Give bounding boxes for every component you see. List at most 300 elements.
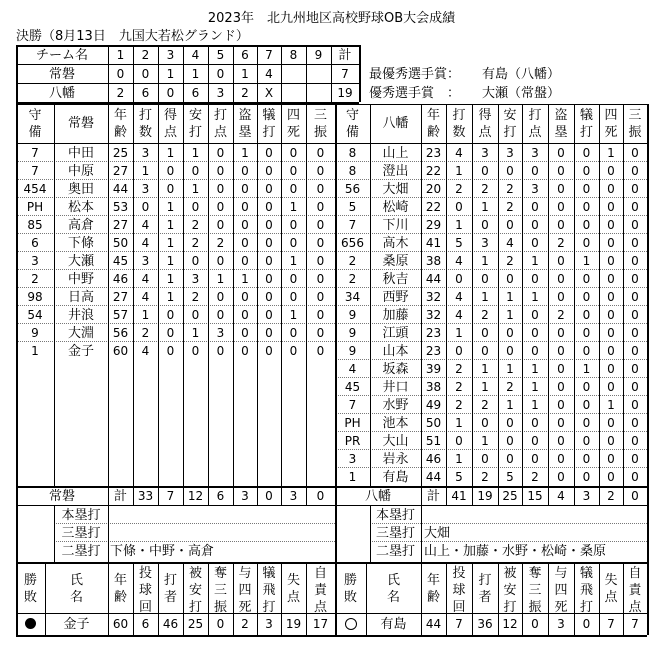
player-stat: 0: [316, 326, 325, 340]
row-rule: [16, 215, 335, 216]
player-name: 山上: [382, 146, 409, 161]
player-stat: 0: [241, 200, 249, 214]
inning-number: 9: [314, 48, 323, 62]
player-stat: 0: [166, 308, 175, 322]
pitcher-stat: 7: [607, 617, 615, 631]
player-stat: 4: [455, 290, 463, 304]
player-stat: 0: [506, 434, 514, 448]
player-stat: 0: [531, 272, 539, 286]
player-pos: 54: [27, 308, 43, 322]
linescore-row-rule: [16, 83, 359, 84]
player-stat: 0: [582, 308, 591, 322]
row-rule: [16, 323, 335, 324]
player-stat: 1: [241, 272, 249, 286]
pitcher-age: 44: [425, 617, 442, 631]
player-stat: 0: [582, 290, 591, 304]
header-stat: 犠 飛 打: [262, 566, 276, 615]
player-stat: 0: [481, 326, 489, 340]
header-stat: 四 死: [604, 108, 618, 140]
header-age: 年 齢: [113, 108, 127, 140]
player-stat: 1: [481, 362, 489, 376]
player-name: 池本: [382, 416, 409, 431]
team-total-stat: 3: [582, 489, 591, 503]
player-age: 53: [112, 200, 129, 214]
player-age: 23: [425, 326, 442, 340]
player-name: 高倉: [67, 218, 94, 233]
row-rule: [16, 269, 335, 270]
player-stat: 4: [141, 344, 150, 358]
row-rule: [54, 541, 335, 542]
header-stat: 被 安 打: [188, 566, 202, 615]
pitcher-stat: 25: [187, 617, 204, 631]
pitcher-age: 60: [112, 617, 129, 631]
player-stat: 0: [289, 236, 298, 250]
player-age: 20: [425, 182, 442, 196]
team-total-stat: 15: [527, 489, 543, 503]
player-stat: 1: [166, 218, 175, 232]
header-stat: 得 点: [163, 108, 177, 140]
inning-runs: 2: [116, 86, 125, 100]
player-age: 60: [112, 344, 129, 358]
player-age: 46: [112, 272, 129, 286]
player-stat: 1: [582, 362, 591, 376]
player-stat: 1: [166, 254, 175, 268]
pitcher-stat: 3: [265, 617, 273, 631]
player-stat: 0: [557, 380, 565, 394]
player-stat: 0: [531, 434, 539, 448]
player-stat: 0: [481, 344, 489, 358]
player-pos: 7: [348, 398, 357, 412]
frame-rule: [647, 505, 649, 562]
player-stat: 0: [531, 416, 539, 430]
player-stat: 0: [216, 218, 225, 232]
player-stat: 0: [607, 164, 615, 178]
player-stat: 0: [506, 326, 514, 340]
player-stat: 0: [557, 470, 565, 484]
header-stat: 三 振: [628, 108, 642, 140]
team-total-stat: 0: [265, 489, 273, 503]
player-stat: 0: [506, 416, 514, 430]
player-stat: 0: [481, 416, 489, 430]
xbh-right: 山上・加藤・水野・松崎・桑原: [424, 544, 607, 559]
player-stat: 2: [191, 236, 200, 250]
header-stat: 自 責 点: [313, 566, 327, 615]
player-stat: 4: [141, 290, 150, 304]
player-stat: 0: [607, 416, 615, 430]
player-age: 44: [112, 182, 129, 196]
team-total-stat: 12: [187, 489, 204, 503]
player-stat: 1: [191, 326, 200, 340]
header-stat: 犠 打: [262, 108, 276, 140]
player-stat: 1: [455, 326, 463, 340]
xbh-label: 三塁打: [375, 526, 415, 541]
player-stat: 0: [455, 272, 463, 286]
player-stat: 3: [531, 146, 539, 160]
player-stat: 5: [455, 236, 463, 250]
player-name: 江頭: [382, 326, 409, 341]
xbh-left: 下條・中野・高倉: [110, 544, 215, 559]
player-stat: 4: [455, 308, 463, 322]
player-name: 下條: [67, 236, 94, 251]
player-stat: 0: [241, 218, 249, 232]
player-stat: 2: [481, 308, 489, 322]
player-stat: 1: [191, 146, 200, 160]
team-name-left: 常磐: [67, 116, 94, 131]
player-stat: 0: [316, 164, 325, 178]
player-pos: 1: [31, 344, 39, 358]
row-rule: [16, 179, 335, 180]
header-stat: 打 者: [478, 573, 492, 605]
player-stat: 0: [241, 254, 249, 268]
player-stat: 0: [582, 416, 591, 430]
totals-team-left: 常磐: [48, 489, 75, 504]
player-stat: 0: [506, 218, 514, 232]
inning-number: 1: [116, 48, 125, 62]
player-stat: 1: [166, 290, 175, 304]
pitcher-stat: 17: [312, 617, 329, 631]
player-stat: 1: [289, 200, 298, 214]
player-stat: 0: [241, 308, 249, 322]
player-name: 松本: [67, 200, 94, 215]
player-stat: 2: [455, 182, 463, 196]
player-stat: 0: [316, 200, 325, 214]
pitcher-stat: 36: [477, 617, 493, 631]
xbh-label: 三塁打: [61, 526, 101, 541]
xbh-label: 本塁打: [375, 508, 415, 523]
header-stat: 盗 塁: [238, 108, 252, 140]
rule-line: [108, 505, 109, 562]
player-stat: 0: [531, 236, 539, 250]
player-stat: 1: [455, 452, 463, 466]
player-pos: PH: [26, 200, 44, 214]
player-stat: 0: [582, 326, 591, 340]
player-stat: 3: [506, 146, 514, 160]
player-stat: 2: [141, 326, 150, 340]
player-stat: 0: [631, 470, 639, 484]
player-name: 岩永: [382, 452, 409, 467]
player-stat: 0: [631, 362, 639, 376]
player-stat: 0: [216, 290, 225, 304]
player-stat: 0: [607, 308, 615, 322]
header-age: 年 齢: [113, 573, 127, 605]
player-stat: 0: [557, 344, 565, 358]
player-stat: 2: [481, 398, 489, 412]
player-stat: 0: [607, 452, 615, 466]
linescore-total: 7: [341, 67, 349, 81]
linescore-team: 八幡: [48, 86, 75, 101]
inning-number: 5: [216, 48, 225, 62]
linescore-rule: [359, 45, 361, 102]
batting-top-rule: [16, 104, 647, 105]
player-stat: 0: [481, 452, 489, 466]
player-name: 井口: [382, 380, 409, 395]
header-stat: 被 安 打: [503, 566, 517, 615]
header-age: 年 齢: [426, 573, 440, 605]
player-stat: 1: [506, 362, 514, 376]
player-pos: 7: [31, 164, 39, 178]
award-label: 最優秀選手賞：: [369, 67, 461, 82]
team-total-stat: 19: [477, 489, 493, 503]
header-stat: 打 数: [452, 108, 466, 140]
header-name: 氏 名: [386, 573, 400, 605]
player-stat: 1: [455, 218, 463, 232]
player-stat: 3: [481, 146, 489, 160]
player-stat: 0: [531, 308, 539, 322]
player-stat: 0: [631, 398, 639, 412]
player-stat: 0: [316, 182, 325, 196]
inning-number: 6: [241, 48, 249, 62]
row-rule: [335, 215, 647, 216]
player-stat: 0: [607, 344, 615, 358]
pitcher-stat: 0: [582, 617, 591, 631]
header-stat: 奪 三 振: [528, 566, 542, 615]
row-rule: [335, 269, 647, 270]
player-stat: 0: [141, 200, 150, 214]
player-pos: 4: [348, 362, 357, 376]
row-rule: [16, 287, 335, 288]
player-stat: 0: [316, 146, 325, 160]
team-total-stat: 3: [289, 489, 298, 503]
player-stat: 3: [216, 326, 225, 340]
player-stat: 0: [191, 308, 200, 322]
player-pos: 454: [23, 182, 47, 196]
header-result: 勝 敗: [343, 573, 357, 605]
player-stat: 0: [216, 164, 225, 178]
award-label: 優秀選手賞 ：: [369, 86, 461, 101]
loss-mark-icon: [345, 618, 357, 630]
player-stat: 0: [557, 398, 565, 412]
totals-top-rule: [16, 486, 647, 488]
player-stat: 1: [531, 362, 539, 376]
player-stat: 0: [607, 290, 615, 304]
player-age: 22: [425, 164, 442, 178]
player-stat: 0: [531, 200, 539, 214]
player-stat: 0: [241, 164, 249, 178]
player-stat: 0: [265, 254, 273, 268]
pitcher-stat: 2: [241, 617, 249, 631]
player-name: 坂森: [382, 362, 409, 377]
player-stat: 1: [166, 236, 175, 250]
player-stat: 0: [631, 434, 639, 448]
player-stat: 0: [216, 344, 225, 358]
player-pos: 9: [348, 308, 357, 322]
player-stat: 0: [582, 380, 591, 394]
team-total-stat: 7: [166, 489, 175, 503]
player-stat: 1: [607, 146, 615, 160]
row-rule: [16, 251, 335, 252]
header-stat: 奪 三 振: [213, 566, 227, 615]
player-stat: 0: [481, 218, 489, 232]
player-stat: 0: [265, 326, 273, 340]
header-stat: 四 死: [286, 108, 300, 140]
player-stat: 0: [316, 272, 325, 286]
player-name: 大畑: [382, 182, 409, 197]
page-title: 2023年 北九州地区高校野球OB大会成績: [207, 11, 456, 26]
player-stat: 0: [631, 254, 639, 268]
player-stat: 4: [455, 146, 463, 160]
inning-number: 2: [141, 48, 150, 62]
xbh-right: 大畑: [424, 526, 451, 541]
inning-runs: 1: [166, 67, 175, 81]
team-total-stat: 41: [451, 489, 467, 503]
player-stat: 0: [481, 272, 489, 286]
player-age: 46: [425, 452, 442, 466]
totals-label-left: 計: [113, 489, 127, 504]
player-pos: 9: [31, 326, 39, 340]
pitcher-stat: 0: [531, 617, 539, 631]
player-pos: 3: [31, 254, 39, 268]
player-stat: 0: [265, 218, 273, 232]
player-stat: 0: [265, 344, 273, 358]
player-stat: 0: [631, 182, 639, 196]
header-stat: 自 責 点: [628, 566, 642, 615]
player-age: 32: [425, 308, 442, 322]
player-stat: 1: [191, 182, 200, 196]
inning-runs: 0: [166, 86, 175, 100]
player-pos: 7: [31, 146, 39, 160]
player-stat: 4: [506, 236, 514, 250]
team-total-stat: 25: [502, 489, 518, 503]
pitching-bottom-rule: [16, 635, 647, 637]
team-total-stat: 2: [607, 489, 615, 503]
player-stat: 0: [607, 236, 615, 250]
xbh-label: 二塁打: [61, 544, 101, 559]
player-age: 49: [425, 398, 442, 412]
row-rule: [335, 467, 647, 468]
header-stat: 犠 飛 打: [579, 566, 593, 615]
mid-rule: [335, 505, 337, 562]
row-rule: [335, 323, 647, 324]
player-stat: 1: [531, 380, 539, 394]
player-name: 大瀬: [67, 254, 94, 269]
row-rule: [335, 449, 647, 450]
player-name: 金子: [67, 344, 94, 359]
player-stat: 2: [506, 182, 514, 196]
player-age: 27: [112, 164, 129, 178]
linescore-row-rule: [16, 64, 359, 65]
player-stat: 2: [455, 362, 463, 376]
pitcher-stat: 12: [502, 617, 518, 631]
win-mark-icon: [25, 618, 36, 629]
player-name: 中野: [67, 272, 94, 287]
player-name: 秋吉: [382, 272, 409, 287]
player-stat: 0: [607, 380, 615, 394]
player-name: 水野: [382, 398, 409, 413]
player-stat: 2: [557, 308, 565, 322]
player-pos: 2: [31, 272, 39, 286]
player-age: 41: [425, 236, 442, 250]
player-stat: 2: [191, 290, 200, 304]
header-stat: 打 点: [213, 108, 227, 140]
player-name: 有島: [382, 470, 409, 485]
player-stat: 0: [607, 470, 615, 484]
header-stat: 与 四 死: [554, 566, 568, 615]
player-stat: 0: [289, 218, 298, 232]
player-stat: 0: [607, 200, 615, 214]
player-stat: 0: [166, 182, 175, 196]
player-stat: 1: [216, 272, 225, 286]
player-stat: 0: [241, 182, 249, 196]
row-rule: [335, 395, 647, 396]
row-rule: [370, 541, 647, 542]
row-rule: [16, 341, 335, 342]
player-stat: 2: [455, 380, 463, 394]
player-pos: 8: [348, 164, 357, 178]
award-value: 有島（八幡）: [482, 67, 561, 82]
player-stat: 0: [289, 164, 298, 178]
player-stat: 0: [582, 200, 591, 214]
batting-header-rule: [16, 143, 647, 144]
pitcher-name: 金子: [63, 617, 90, 632]
inning-runs: 3: [216, 86, 225, 100]
player-stat: 4: [455, 254, 463, 268]
inning-runs: 6: [141, 86, 150, 100]
player-stat: 0: [557, 200, 565, 214]
frame-rule: [647, 104, 649, 505]
player-stat: 1: [481, 290, 489, 304]
row-rule: [335, 233, 647, 234]
pitcher-stat: 7: [631, 617, 639, 631]
player-age: 56: [112, 326, 129, 340]
header-stat: 三 振: [313, 108, 327, 140]
player-pos: 34: [344, 290, 361, 304]
player-stat: 0: [631, 344, 639, 358]
pitcher-stat: 3: [557, 617, 565, 631]
player-age: 27: [112, 290, 129, 304]
linescore-header: チーム名: [35, 48, 88, 63]
header-stat: 安 打: [188, 108, 202, 140]
team-total-stat: 33: [137, 489, 154, 503]
player-stat: 0: [607, 218, 615, 232]
player-stat: 0: [631, 452, 639, 466]
xbh-label: 本塁打: [61, 508, 101, 523]
player-stat: 2: [506, 254, 514, 268]
player-pos: 9: [348, 344, 357, 358]
row-rule: [16, 161, 335, 162]
player-age: 57: [112, 308, 129, 322]
player-stat: 0: [607, 272, 615, 286]
linescore-total-header: 計: [338, 48, 352, 63]
player-pos: 9: [348, 326, 357, 340]
player-stat: 0: [506, 164, 514, 178]
row-rule: [335, 341, 647, 342]
player-stat: 1: [166, 272, 175, 286]
player-stat: 2: [506, 380, 514, 394]
player-stat: 1: [166, 146, 175, 160]
player-stat: 0: [582, 146, 591, 160]
inning-number: 4: [191, 48, 200, 62]
player-name: 西野: [382, 290, 409, 305]
player-stat: 5: [455, 470, 463, 484]
player-stat: 1: [481, 380, 489, 394]
player-age: 23: [425, 344, 442, 358]
player-stat: 0: [557, 452, 565, 466]
player-stat: 0: [582, 452, 591, 466]
player-stat: 0: [455, 344, 463, 358]
player-pos: 2: [348, 272, 357, 286]
player-stat: 0: [289, 146, 298, 160]
player-pos: 6: [31, 236, 39, 250]
row-rule: [16, 197, 335, 198]
player-stat: 0: [631, 236, 639, 250]
player-stat: 1: [289, 254, 298, 268]
row-rule: [16, 233, 335, 234]
player-stat: 0: [582, 236, 591, 250]
player-stat: 0: [607, 182, 615, 196]
player-name: 山本: [382, 344, 409, 359]
player-stat: 0: [265, 200, 273, 214]
pitcher-stat: 46: [162, 617, 179, 631]
